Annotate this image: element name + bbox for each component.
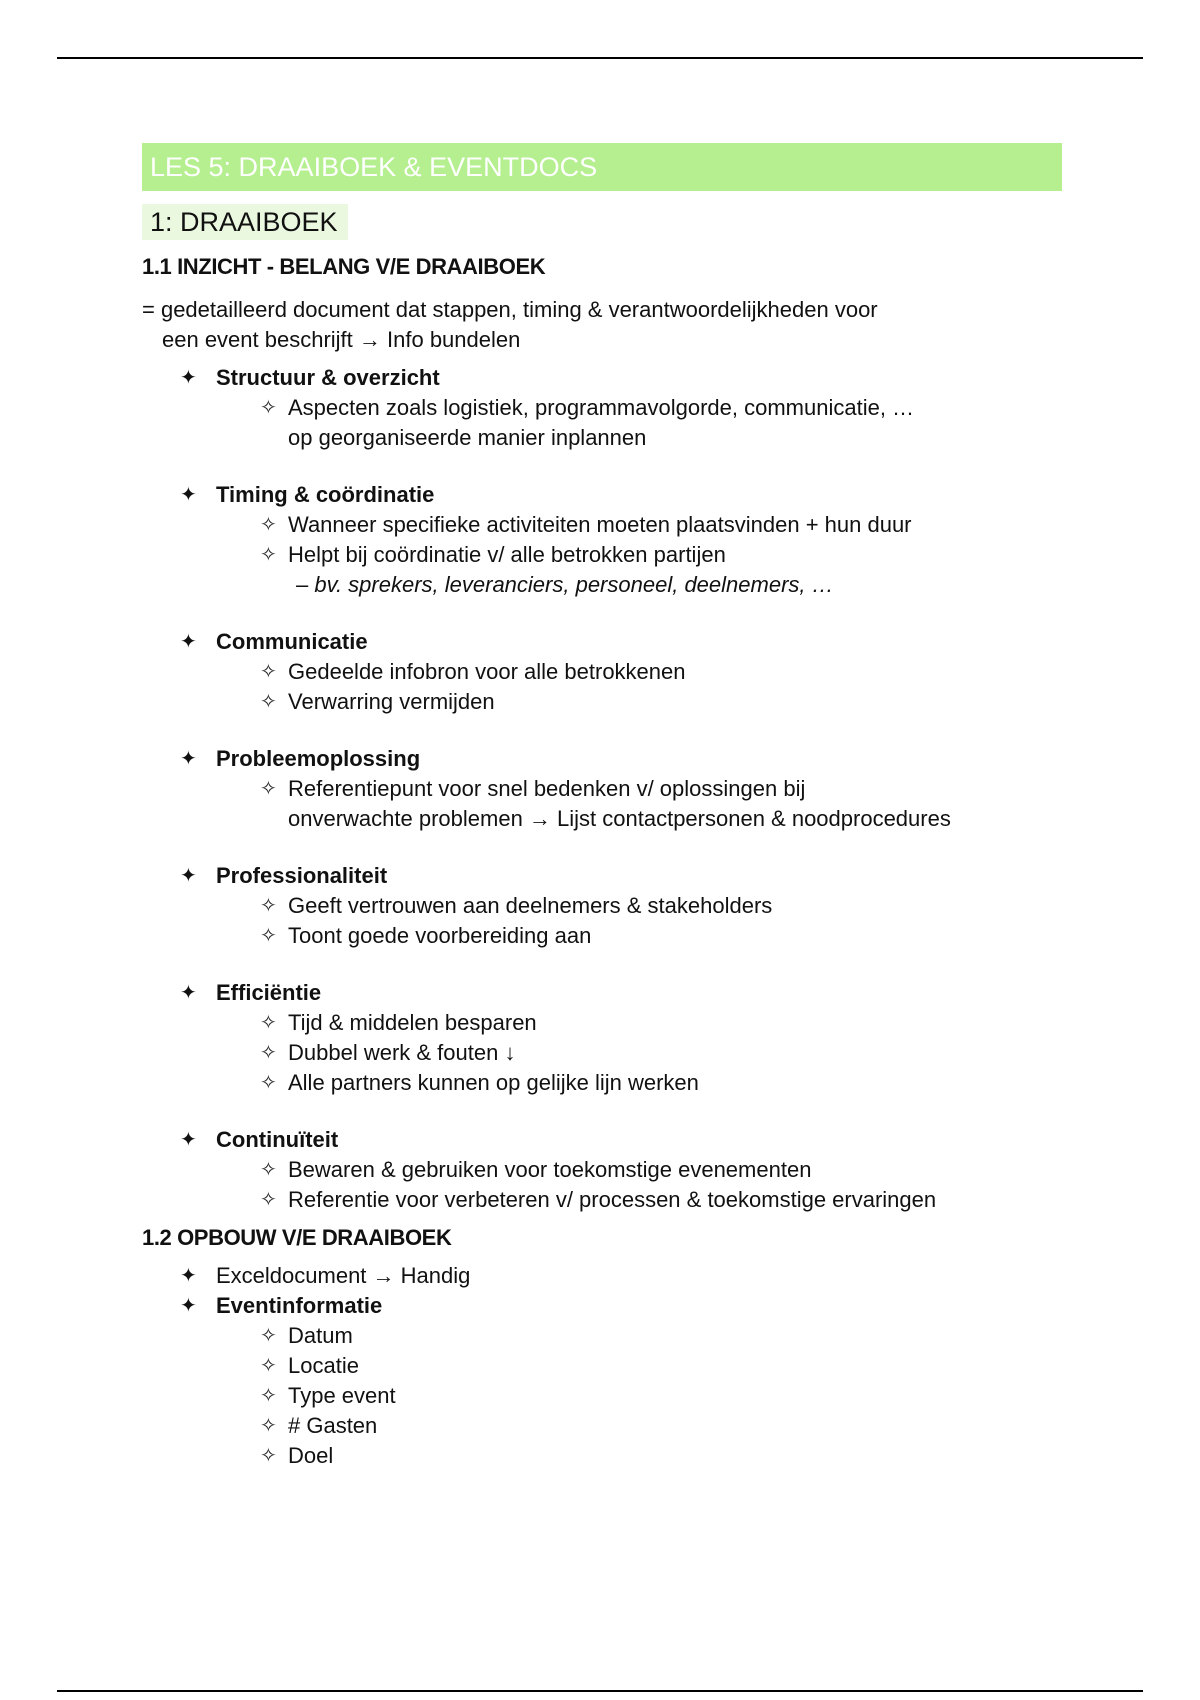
item-label: Structuur & overzicht [216,365,440,390]
outline-star-bullet-icon: ✧ [260,544,277,566]
outline-star-bullet-icon: ✧ [260,925,277,947]
top-rule [57,57,1143,59]
sub-item: ✧ Alle partners kunnen op gelijke lijn werken [216,1068,1062,1098]
star-bullet-icon: ✦ [180,484,197,506]
definition-line-2: een event beschrijft → Info bundelen [162,327,521,352]
list-item [142,1291,1062,1471]
subsection-1-title: 1.1 INZICHT - BELANG V/E DRAAIBOEK [142,254,546,279]
star-bullet-icon: ✦ [180,1129,197,1151]
outline-star-bullet-icon: ✧ [260,397,277,419]
sub-item: ✧ Tijd & middelen besparen [216,1008,1062,1038]
sub-item: ✧ Verwarring vermijden [216,687,1062,717]
outline-star-bullet-icon: ✧ [260,1355,277,1377]
outline-star-bullet-icon: ✧ [260,895,277,917]
definition-line-1: = gedetailleerd document dat stappen, timing & verantwoordelijkheden voor [142,297,878,322]
sub-item: ✧ Type event [216,1381,1062,1411]
star-bullet-icon: ✦ [180,865,197,887]
star-bullet-icon: ✦ [180,1295,197,1317]
sub-item: ✧ Referentie voor verbeteren v/ processen & toekomstige ervaringen [216,1185,1062,1215]
sub-item: ✧ Dubbel werk & fouten ↓ [216,1038,1062,1068]
list-item [142,1261,1062,1291]
outline-star-bullet-icon: ✧ [260,1325,277,1347]
structure-list [142,1261,1062,1471]
star-bullet-icon: ✦ [180,982,197,1004]
subsection-2-title: 1.2 OPBOUW V/E DRAAIBOEK [142,1225,452,1250]
outline-star-bullet-icon: ✧ [260,1385,277,1407]
sub-item-continuation: onverwachte problemen → Lijst contactpersonen & noodprocedures [288,806,951,831]
star-bullet-icon: ✦ [180,367,197,389]
sub-item: ✧ Geeft vertrouwen aan deelnemers & stakeholders [216,891,1062,921]
sub-item-continuation: op georganiseerde manier inplannen [288,425,647,450]
outline-star-bullet-icon: ✧ [260,661,277,683]
item-label: Continuïteit [216,1127,339,1152]
sub-item: ✧ Bewaren & gebruiken voor toekomstige evenementen [216,1155,1062,1185]
section-title: 1: DRAAIBOEK [142,204,348,240]
sub-item: ✧ Wanneer specifieke activiteiten moeten plaatsvinden + hun duur [216,510,1062,540]
sub-item: ✧ Gedeelde infobron voor alle betrokkenen [216,657,1062,687]
list-item [142,1125,1062,1215]
sub-item: ✧ Aspecten zoals logistiek, programmavolgorde, communicatie, … [216,393,1062,423]
sub-item: ✧ Referentiepunt voor snel bedenken v/ oplossingen bij [216,774,1062,804]
sub-item: ✧ # Gasten [216,1411,1062,1441]
item-label: Professionaliteit [216,863,388,888]
item-label: Timing & coördinatie [216,482,435,507]
outline-star-bullet-icon: ✧ [260,1012,277,1034]
bottom-rule [57,1690,1143,1692]
definition [142,295,1062,355]
sub-item: ✧ Doel [216,1441,1062,1471]
list-item [142,861,1062,951]
list-item [142,480,1062,600]
sub-item: ✧ Locatie [216,1351,1062,1381]
outline-star-bullet-icon: ✧ [260,691,277,713]
item-label: Communicatie [216,629,368,654]
sub-item: ✧ Datum [216,1321,1062,1351]
lesson-title: LES 5: DRAAIBOEK & EVENTDOCS [142,143,1062,191]
outline-star-bullet-icon: ✧ [260,1445,277,1467]
outline-star-bullet-icon: ✧ [260,1042,277,1064]
importance-list [142,363,1062,1215]
outline-star-bullet-icon: ✧ [260,1189,277,1211]
star-bullet-icon: ✦ [180,748,197,770]
item-label: Efficiëntie [216,980,322,1005]
item-label: Probleemoplossing [216,746,421,771]
item-label: Exceldocument → Handig [216,1263,471,1288]
outline-star-bullet-icon: ✧ [260,778,277,800]
example-line: – bv. sprekers, leveranciers, personeel, deelnemers, … [296,572,834,597]
document-content [142,143,1062,1471]
outline-star-bullet-icon: ✧ [260,1415,277,1437]
list-item [142,627,1062,717]
list-item [142,978,1062,1098]
outline-star-bullet-icon: ✧ [260,1159,277,1181]
list-item [142,363,1062,453]
item-label: Eventinformatie [216,1293,383,1318]
outline-star-bullet-icon: ✧ [260,1072,277,1094]
star-bullet-icon: ✦ [180,1265,197,1287]
sub-item: ✧ Helpt bij coördinatie v/ alle betrokken partijen [216,540,1062,570]
outline-star-bullet-icon: ✧ [260,514,277,536]
list-item [142,744,1062,834]
sub-item: ✧ Toont goede voorbereiding aan [216,921,1062,951]
star-bullet-icon: ✦ [180,631,197,653]
